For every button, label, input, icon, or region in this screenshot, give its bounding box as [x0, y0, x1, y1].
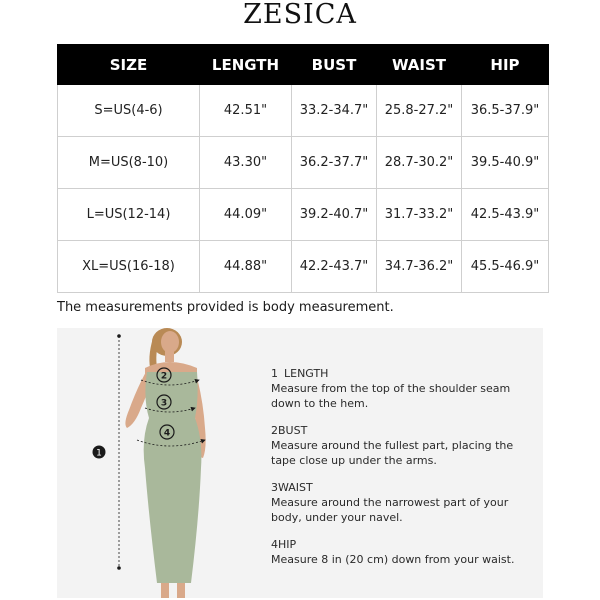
cell-size: M=US(8-10) — [58, 137, 200, 189]
svg-text:1: 1 — [96, 448, 102, 459]
svg-text:4: 4 — [163, 428, 171, 439]
length-line-bottom-dot — [117, 566, 121, 570]
brand-logo: ZESICA — [243, 0, 357, 30]
cell-length: 42.51" — [200, 85, 292, 137]
instruction-number: 1 — [271, 367, 278, 380]
dress-shape — [144, 372, 202, 583]
measurement-note: The measurements provided is body measurement. — [57, 300, 394, 315]
instruction-hip — [271, 537, 536, 567]
neck — [165, 350, 174, 362]
header-size: SIZE — [58, 45, 200, 85]
instruction-length — [271, 366, 536, 411]
cell-bust: 33.2-34.7" — [292, 85, 377, 137]
size-chart-table — [57, 44, 549, 293]
face — [161, 331, 179, 353]
instruction-number: 3 — [271, 481, 278, 494]
legs-right — [177, 583, 185, 598]
header-bust: BUST — [292, 45, 377, 85]
header-waist: WAIST — [377, 45, 462, 85]
instruction-title: WAIST — [278, 481, 313, 494]
instruction-text: Measure 8 in (20 cm) down from your waist. — [271, 553, 515, 566]
table-row — [58, 85, 549, 137]
table-row — [58, 241, 549, 293]
table-header-row — [58, 45, 549, 85]
legs — [161, 583, 169, 598]
instruction-bust — [271, 423, 536, 468]
cell-waist: 31.7-33.2" — [377, 189, 462, 241]
header-hip: HIP — [462, 45, 549, 85]
table-row — [58, 189, 549, 241]
cell-hip: 39.5-40.9" — [462, 137, 549, 189]
marker-length — [93, 446, 106, 459]
cell-hip: 45.5-46.9" — [462, 241, 549, 293]
instruction-text: Measure around the narrowest part of your body, under your navel. — [271, 496, 509, 524]
cell-size: L=US(12-14) — [58, 189, 200, 241]
instruction-title: LENGTH — [284, 367, 329, 380]
measurement-instructions — [271, 366, 536, 579]
instruction-text: Measure around the fullest part, placing the tape close up under the arms. — [271, 439, 514, 467]
instruction-waist — [271, 480, 536, 525]
cell-length: 44.88" — [200, 241, 292, 293]
cell-waist: 28.7-30.2" — [377, 137, 462, 189]
instruction-title: HIP — [278, 538, 297, 551]
table-row — [58, 137, 549, 189]
cell-bust: 42.2-43.7" — [292, 241, 377, 293]
cell-size: XL=US(16-18) — [58, 241, 200, 293]
svg-text:2: 2 — [160, 371, 168, 382]
cell-length: 44.09" — [200, 189, 292, 241]
model-figure — [57, 328, 257, 598]
cell-hip: 42.5-43.9" — [462, 189, 549, 241]
cell-bust: 39.2-40.7" — [292, 189, 377, 241]
cell-hip: 36.5-37.9" — [462, 85, 549, 137]
instruction-title: BUST — [278, 424, 308, 437]
cell-waist: 25.8-27.2" — [377, 85, 462, 137]
cell-bust: 36.2-37.7" — [292, 137, 377, 189]
cell-size: S=US(4-6) — [58, 85, 200, 137]
measurement-guide-panel — [57, 328, 543, 598]
length-line-top-dot — [117, 334, 121, 338]
cell-waist: 34.7-36.2" — [377, 241, 462, 293]
cell-length: 43.30" — [200, 137, 292, 189]
instruction-number: 2 — [271, 424, 278, 437]
header-length: LENGTH — [200, 45, 292, 85]
svg-text:3: 3 — [160, 398, 168, 409]
instruction-number: 4 — [271, 538, 278, 551]
instruction-text: Measure from the top of the shoulder seam down to the hem. — [271, 382, 511, 410]
